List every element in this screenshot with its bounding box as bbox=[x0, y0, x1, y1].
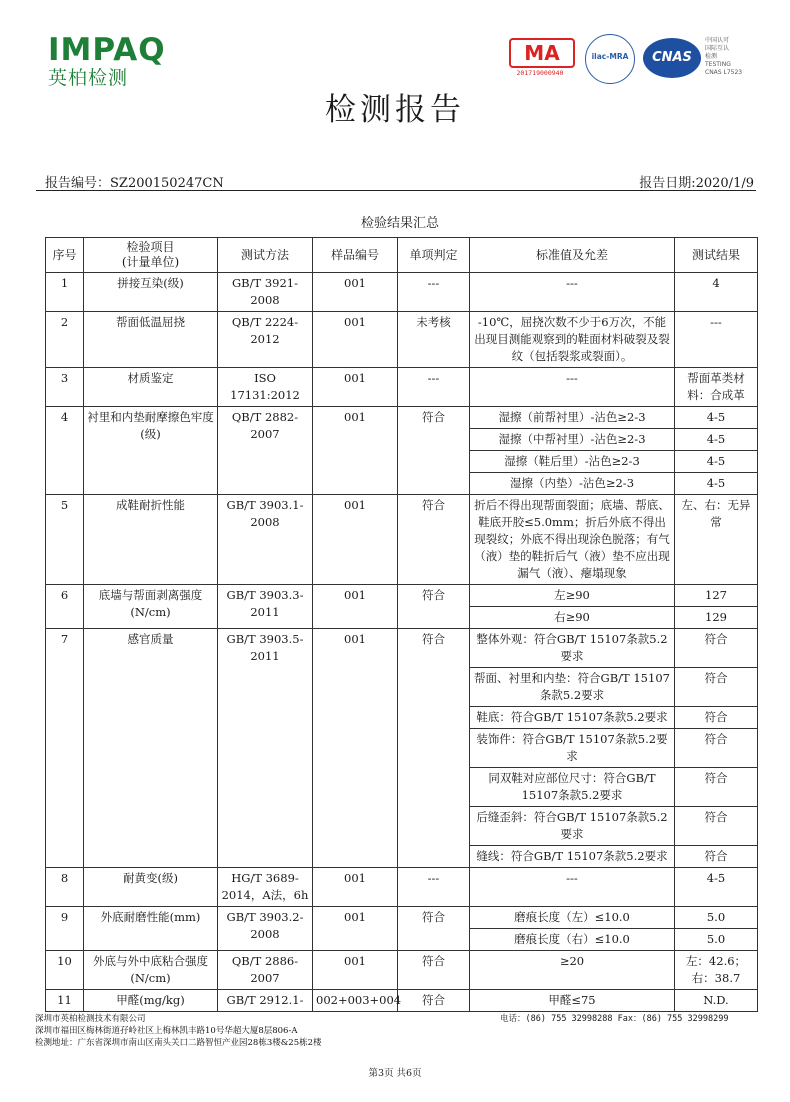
cell-no: 11 bbox=[46, 990, 84, 1012]
cell-sample: 001 bbox=[313, 312, 398, 368]
header-divider bbox=[36, 190, 756, 191]
cell-item: 材质鉴定 bbox=[84, 368, 218, 407]
cell-no: 9 bbox=[46, 907, 84, 951]
cell-method: QB/T 2224-2012 bbox=[218, 312, 313, 368]
cell-sample: 001 bbox=[313, 907, 398, 951]
cell-method: GB/T 2912.1- bbox=[218, 990, 313, 1012]
cell-item: 拼接互染(级) bbox=[84, 273, 218, 312]
logo-chinese: 英柏检测 bbox=[48, 67, 129, 89]
cell-result: 符合 bbox=[675, 807, 758, 846]
cell-method: HG/T 3689-2014，A法，6h bbox=[218, 868, 313, 907]
cell-result: 4-5 bbox=[675, 429, 758, 451]
cell-result: 4 bbox=[675, 273, 758, 312]
cell-sample: 001 bbox=[313, 951, 398, 990]
cell-standard: -10℃，屈挠次数不少于6万次，不能出现目测能观察到的鞋面材料破裂及裂纹（包括裂浆或裂面）。 bbox=[470, 312, 675, 368]
cell-judgement: --- bbox=[398, 868, 470, 907]
document-title: 检测报告 bbox=[325, 92, 465, 128]
cell-result: 左：42.6；右：38.7 bbox=[675, 951, 758, 990]
table-row bbox=[46, 990, 758, 1012]
table-row bbox=[46, 868, 758, 907]
cell-standard: 后缝歪斜：符合GB/T 15107条款5.2要求 bbox=[470, 807, 675, 846]
cell-judgement: 符合 bbox=[398, 951, 470, 990]
cell-result: 4-5 bbox=[675, 473, 758, 495]
footer-lab-address: 检测地址：广东省深圳市南山区南头关口二路智恒产业园28栋3楼&25栋2楼 bbox=[35, 1038, 322, 1048]
cell-sample: 001 bbox=[313, 368, 398, 407]
header-no: 序号 bbox=[46, 238, 84, 273]
cell-standard: 磨痕长度（左）≤10.0 bbox=[470, 907, 675, 929]
cell-standard: 同双鞋对应部位尺寸：符合GB/T 15107条款5.2要求 bbox=[470, 768, 675, 807]
report-number: 报告编号：SZ200150247CN bbox=[45, 176, 224, 191]
cell-judgement: --- bbox=[398, 368, 470, 407]
cell-no: 5 bbox=[46, 495, 84, 585]
cell-sample: 001 bbox=[313, 868, 398, 907]
cma-logo-text: MA bbox=[509, 38, 575, 68]
cell-judgement: 符合 bbox=[398, 629, 470, 868]
cnas-accreditation-text bbox=[705, 37, 767, 77]
cell-standard: --- bbox=[470, 868, 675, 907]
report-date: 报告日期:2020/1/9 bbox=[639, 176, 754, 191]
header-standard: 标准值及允差 bbox=[470, 238, 675, 273]
cell-standard: 帮面、衬里和内垫：符合GB/T 15107条款5.2要求 bbox=[470, 668, 675, 707]
cell-result: 符合 bbox=[675, 629, 758, 668]
cell-standard: ≥20 bbox=[470, 951, 675, 990]
cell-sample: 002+003+004 bbox=[313, 990, 398, 1012]
cell-standard: 整体外观：符合GB/T 15107条款5.2要求 bbox=[470, 629, 675, 668]
cell-item: 耐黄变(级) bbox=[84, 868, 218, 907]
cell-no: 1 bbox=[46, 273, 84, 312]
table-row bbox=[46, 951, 758, 990]
cnas-line: 中国认可 bbox=[705, 37, 730, 44]
cell-no: 6 bbox=[46, 585, 84, 629]
cell-result: --- bbox=[675, 312, 758, 368]
cell-item: 外底耐磨性能(mm) bbox=[84, 907, 218, 951]
cell-no: 2 bbox=[46, 312, 84, 368]
cell-item: 帮面低温屈挠 bbox=[84, 312, 218, 368]
cell-item: 衬里和内垫耐摩擦色牢度(级) bbox=[84, 407, 218, 495]
header-method: 测试方法 bbox=[218, 238, 313, 273]
cell-method: GB/T 3903.3-2011 bbox=[218, 585, 313, 629]
cell-standard: 左≥90 bbox=[470, 585, 675, 607]
cell-no: 7 bbox=[46, 629, 84, 868]
table-row bbox=[46, 629, 758, 668]
cell-method: QB/T 2886-2007 bbox=[218, 951, 313, 990]
cell-method: QB/T 2882-2007 bbox=[218, 407, 313, 495]
cell-item: 甲醛(mg/kg) bbox=[84, 990, 218, 1012]
cell-item: 感官质量 bbox=[84, 629, 218, 868]
cell-judgement: --- bbox=[398, 273, 470, 312]
cma-number: 201719000940 bbox=[516, 69, 564, 77]
cell-standard: 湿擦（前帮衬里）-沾色≥2-3 bbox=[470, 407, 675, 429]
footer-address: 深圳市福田区梅林街道孖岭社区上梅林凯丰路10号华超大厦8层806-A bbox=[35, 1026, 298, 1036]
cell-result: 符合 bbox=[675, 768, 758, 807]
header-judgement: 单项判定 bbox=[398, 238, 470, 273]
ilac-mra-logo bbox=[585, 34, 635, 84]
cell-result: 4-5 bbox=[675, 868, 758, 907]
company-logo bbox=[48, 34, 166, 90]
cell-standard: 湿擦（中帮衬里）-沾色≥2-3 bbox=[470, 429, 675, 451]
cell-judgement: 符合 bbox=[398, 407, 470, 495]
cell-method: GB/T 3903.5-2011 bbox=[218, 629, 313, 868]
table-header-row bbox=[46, 238, 758, 273]
cma-mark bbox=[505, 36, 575, 80]
cell-judgement: 符合 bbox=[398, 495, 470, 585]
cell-standard: 右≥90 bbox=[470, 607, 675, 629]
cell-sample: 001 bbox=[313, 273, 398, 312]
cell-standard: 鞋底：符合GB/T 15107条款5.2要求 bbox=[470, 707, 675, 729]
cell-result: 5.0 bbox=[675, 907, 758, 929]
cell-judgement: 符合 bbox=[398, 585, 470, 629]
header-result: 测试结果 bbox=[675, 238, 758, 273]
cnas-text: CNAS bbox=[652, 50, 692, 65]
cell-method: GB/T 3903.1-2008 bbox=[218, 495, 313, 585]
table-row bbox=[46, 585, 758, 607]
cell-result: N.D. bbox=[675, 990, 758, 1012]
cell-judgement: 符合 bbox=[398, 990, 470, 1012]
cnas-line: TESTING bbox=[705, 61, 731, 68]
certification-marks bbox=[505, 34, 765, 84]
cell-standard: --- bbox=[470, 368, 675, 407]
cell-result: 4-5 bbox=[675, 451, 758, 473]
page-number: 第3页 共6页 bbox=[368, 1068, 422, 1079]
cell-item: 底墙与帮面剥离强度(N/cm) bbox=[84, 585, 218, 629]
cell-method: GB/T 3903.2-2008 bbox=[218, 907, 313, 951]
cell-result: 127 bbox=[675, 585, 758, 607]
cell-item: 成鞋耐折性能 bbox=[84, 495, 218, 585]
cell-no: 10 bbox=[46, 951, 84, 990]
table-row bbox=[46, 273, 758, 312]
cell-standard: --- bbox=[470, 273, 675, 312]
cell-result: 符合 bbox=[675, 846, 758, 868]
cnas-line: 国际互认 bbox=[705, 45, 730, 52]
cell-standard: 湿擦（鞋后里）-沾色≥2-3 bbox=[470, 451, 675, 473]
cell-result: 4-5 bbox=[675, 407, 758, 429]
cell-no: 8 bbox=[46, 868, 84, 907]
ilac-text: ilac-MRA bbox=[591, 52, 629, 61]
cell-judgement: 未考核 bbox=[398, 312, 470, 368]
cnas-line: 检测 bbox=[705, 53, 718, 60]
cell-result: 符合 bbox=[675, 707, 758, 729]
cell-standard: 湿擦（内垫）-沾色≥2-3 bbox=[470, 473, 675, 495]
cell-standard: 装饰件：符合GB/T 15107条款5.2要求 bbox=[470, 729, 675, 768]
cell-result: 符合 bbox=[675, 668, 758, 707]
cell-sample: 001 bbox=[313, 629, 398, 868]
footer-contact: 电话：(86) 755 32998288 Fax：(86) 755 32998299 bbox=[500, 1014, 729, 1024]
cell-result: 符合 bbox=[675, 729, 758, 768]
logo-english: IMPAQ bbox=[48, 32, 166, 68]
cell-sample: 001 bbox=[313, 407, 398, 495]
cell-standard: 折后不得出现帮面裂面；底墙、帮底、鞋底开胶≤5.0mm；折后外底不得出现裂纹；外底不得出现涂色脱落；有气（液）垫的鞋折后气（液）垫不应出现漏气（液）、瘪塌现象 bbox=[470, 495, 675, 585]
table-row bbox=[46, 495, 758, 585]
table-row bbox=[46, 312, 758, 368]
table-row bbox=[46, 368, 758, 407]
cell-result: 左、右：无异常 bbox=[675, 495, 758, 585]
table-row bbox=[46, 907, 758, 929]
cell-method: GB/T 3921-2008 bbox=[218, 273, 313, 312]
results-table bbox=[45, 237, 758, 1012]
cell-no: 3 bbox=[46, 368, 84, 407]
header-sample: 样品编号 bbox=[313, 238, 398, 273]
cnas-logo bbox=[643, 38, 701, 78]
cnas-line: CNAS L7523 bbox=[705, 69, 743, 76]
cell-standard: 磨痕长度（右）≤10.0 bbox=[470, 929, 675, 951]
cell-standard: 缝线：符合GB/T 15107条款5.2要求 bbox=[470, 846, 675, 868]
cell-standard: 甲醛≤75 bbox=[470, 990, 675, 1012]
cell-result: 帮面革类材料：合成革 bbox=[675, 368, 758, 407]
cell-sample: 001 bbox=[313, 495, 398, 585]
cell-judgement: 符合 bbox=[398, 907, 470, 951]
cell-result: 129 bbox=[675, 607, 758, 629]
cell-result: 5.0 bbox=[675, 929, 758, 951]
header-item: 检验项目 (计量单位) bbox=[84, 238, 218, 273]
cell-item: 外底与外中底粘合强度(N/cm) bbox=[84, 951, 218, 990]
table-row bbox=[46, 407, 758, 429]
summary-title: 检验结果汇总 bbox=[360, 216, 439, 231]
cell-sample: 001 bbox=[313, 585, 398, 629]
cell-no: 4 bbox=[46, 407, 84, 495]
footer-company: 深圳市英柏检测技术有限公司 bbox=[35, 1014, 146, 1024]
cell-method: ISO 17131:2012 bbox=[218, 368, 313, 407]
